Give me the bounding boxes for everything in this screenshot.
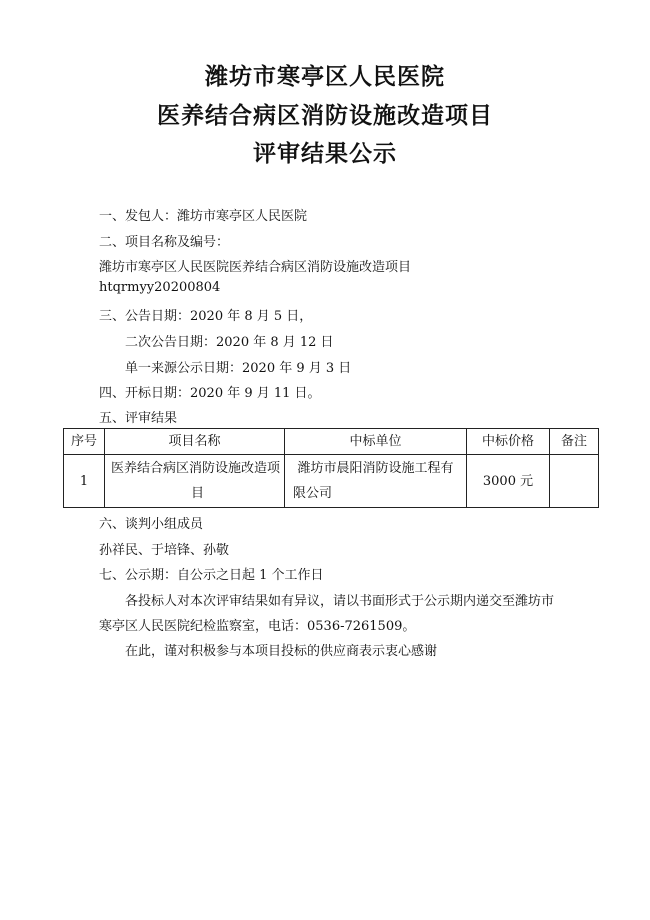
header-no: 序号 (64, 429, 105, 455)
second-announce-date: 二次公告日期：2020 年 8 月 12 日 (125, 335, 334, 350)
title-announcement: 评审结果公示 (253, 141, 397, 167)
members: 孙祥民、于培锋、孙敬 (99, 543, 230, 558)
objection-line2: 寒亭区人民医院纪检监察室，电话：0536-7261509。 (99, 619, 416, 634)
header-winner: 中标单位 (285, 429, 467, 455)
title-project: 医养结合病区消防设施改造项目 (157, 103, 493, 129)
publicity-period: 七、公示期：自公示之日起 1 个工作日 (99, 568, 324, 583)
single-source-date: 单一来源公示日期：2020 年 9 月 3 日 (125, 361, 352, 376)
bid-open-date: 四、开标日期：2020 年 9 月 11 日。 (99, 386, 321, 401)
result-table (63, 428, 599, 508)
negotiation-heading: 六、谈判小组成员 (99, 517, 204, 532)
cell-project-name (105, 455, 285, 508)
cell-winner-line1: 潍坊市晨阳消防设施工程有 (297, 461, 454, 476)
cell-project-name-line2: 目 (190, 486, 204, 501)
thanks: 在此，谨对积极参与本项目投标的供应商表示衷心感谢 (125, 644, 438, 659)
cell-winner (285, 455, 467, 508)
cell-no: 1 (64, 455, 105, 508)
objection-line1: 各投标人对本次评审结果如有异议，请以书面形式于公示期内递交至潍坊市 (125, 594, 555, 609)
project-code: htqrmyy20200804 (99, 280, 221, 295)
table-header-row (64, 429, 599, 455)
header-project-name: 项目名称 (105, 429, 285, 455)
cell-winner-line2: 限公司 (293, 486, 333, 501)
header-remark: 备注 (550, 429, 599, 455)
title-hospital: 潍坊市寒亭区人民医院 (205, 64, 445, 90)
review-heading: 五、评审结果 (99, 411, 178, 426)
announce-date: 三、公告日期：2020 年 8 月 5 日， (99, 309, 313, 324)
cell-remark (550, 455, 599, 508)
table-row (64, 455, 599, 508)
project-name: 潍坊市寒亭区人民医院医养结合病区消防设施改造项目 (99, 260, 412, 275)
cell-project-name-line1: 医养结合病区消防设施改造项 (111, 461, 281, 476)
purchaser-line: 一、发包人：潍坊市寒亭区人民医院 (99, 209, 308, 224)
cell-price: 3000 元 (467, 455, 550, 508)
project-heading: 二、项目名称及编号： (99, 235, 230, 250)
header-price: 中标价格 (467, 429, 550, 455)
